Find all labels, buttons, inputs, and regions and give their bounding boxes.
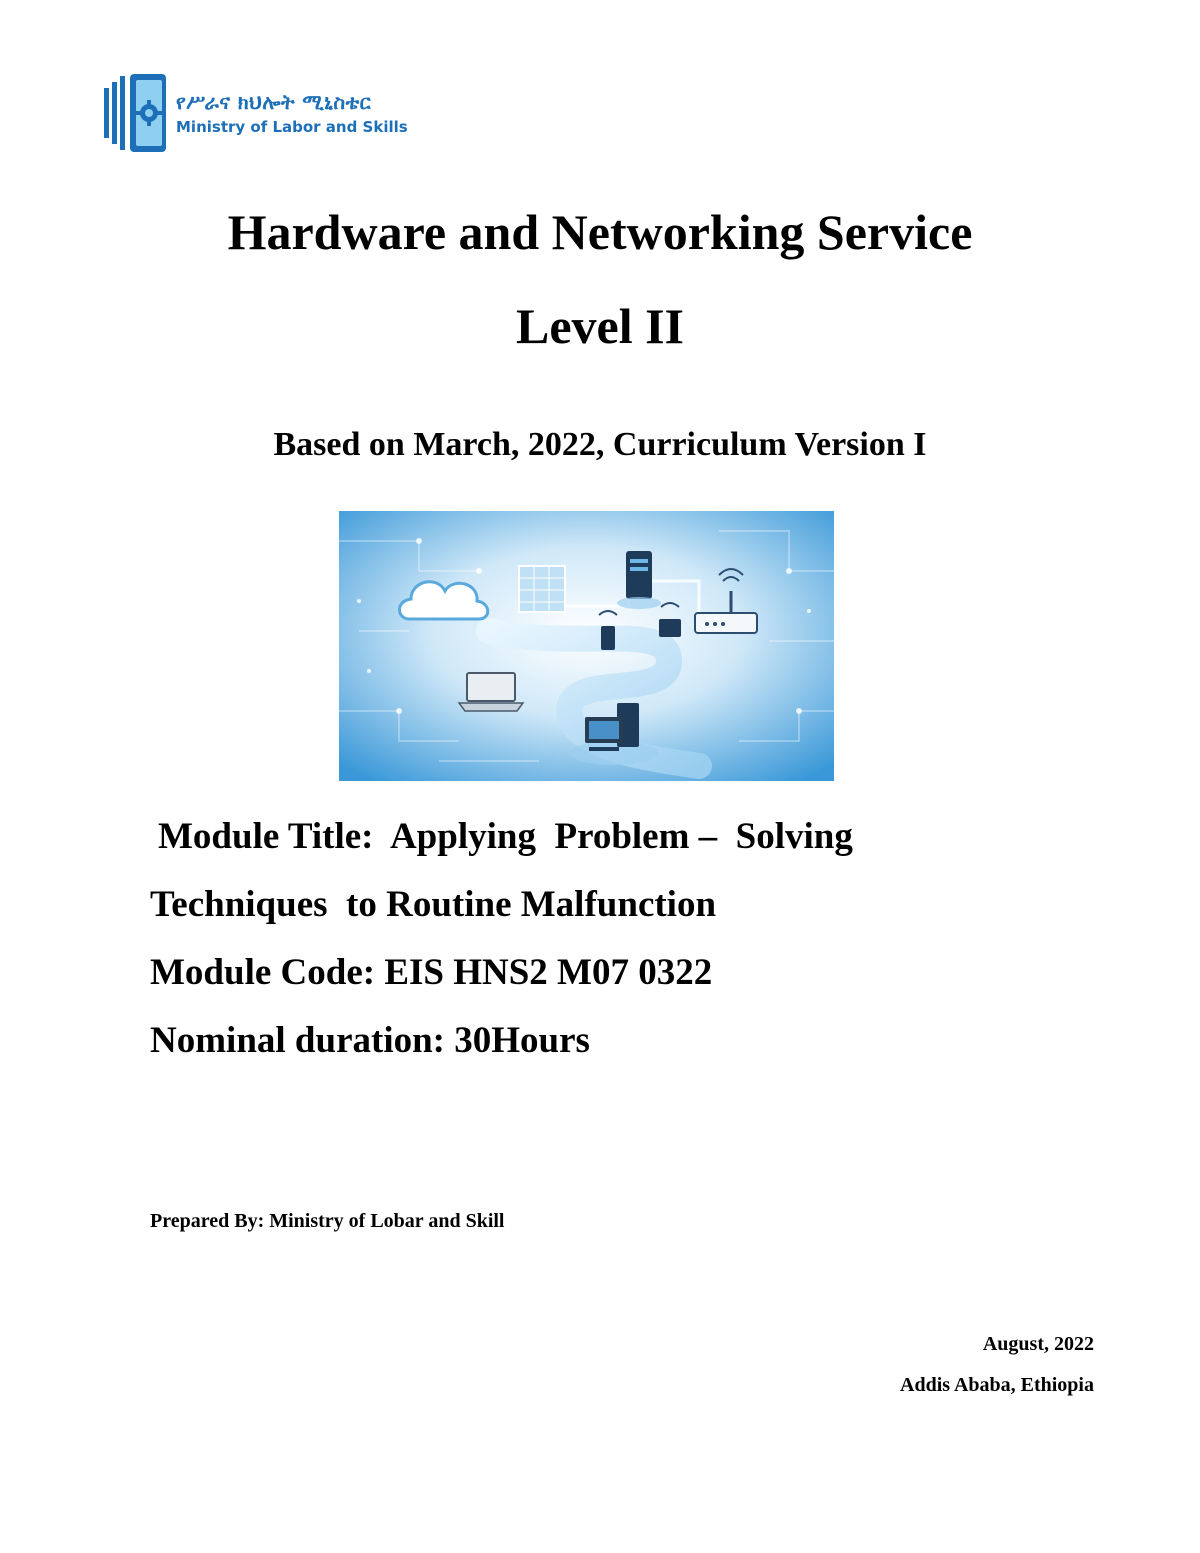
module-title-line-2: Techniques to Routine Malfunction (150, 884, 717, 925)
network-cloud-illustration (339, 511, 834, 781)
nominal-duration: Nominal duration: 30Hours (150, 1020, 590, 1061)
prepared-by: Prepared By: Ministry of Lobar and Skill (150, 1210, 505, 1232)
logo-amharic-text: የሥራና ክህሎት ሚኒስቴር (176, 90, 372, 114)
publication-place: Addis Ababa, Ethiopia (900, 1374, 1094, 1396)
module-code: Module Code: EIS HNS2 M07 0322 (150, 952, 713, 993)
firewall-icon (519, 566, 565, 612)
ministry-logo (104, 74, 408, 154)
network-illustration-svg (339, 511, 834, 781)
document-level: Level II (515, 298, 685, 354)
publication-date: August, 2022 (982, 1333, 1094, 1355)
laptop-icon (459, 673, 523, 711)
document-title: Hardware and Networking Service (227, 204, 973, 260)
logo-english-text: Ministry of Labor and Skills (176, 118, 408, 136)
module-title-line-1: Module Title: Applying Problem – Solving (158, 816, 853, 857)
ministry-emblem-icon (104, 74, 168, 152)
curriculum-version: Based on March, 2022, Curriculum Version I (273, 426, 927, 463)
